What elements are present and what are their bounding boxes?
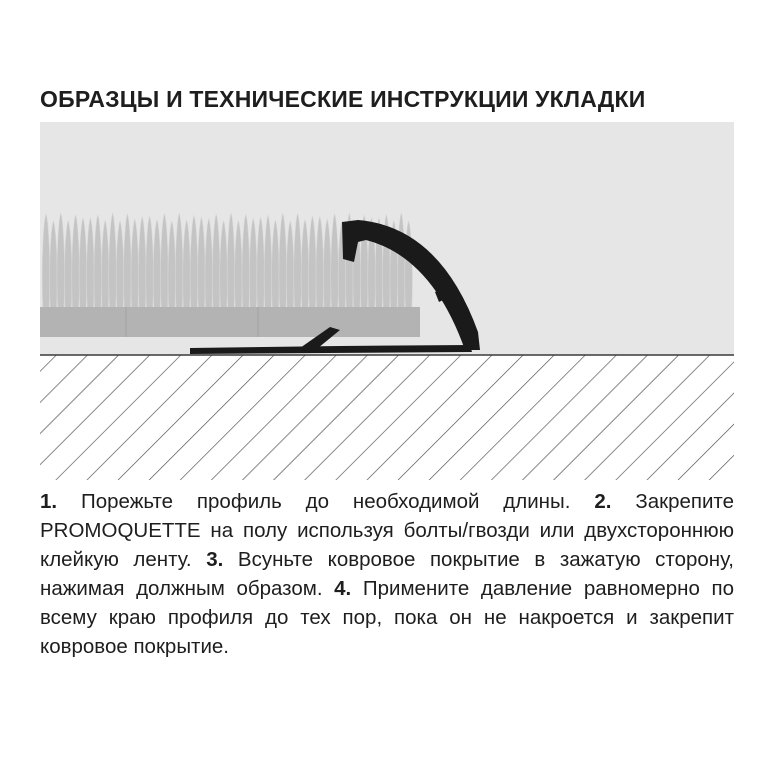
step-1-text: Порежьте профиль до необходимой длины. (57, 490, 595, 513)
carpet-base (40, 307, 420, 337)
step-1-number: 1. (40, 490, 58, 513)
step-2-text: Закрепите PROMOQUETTE на полу используя болты/гвозди или двухстороннюю клейкую ленту. (40, 490, 734, 571)
installation-diagram (40, 122, 734, 480)
step-3-number: 3. (206, 548, 224, 571)
step-2-number: 2. (594, 490, 612, 513)
step-3-text: Всуньте ковровое покрытие в зажатую сторону, нажимая должным образом. (40, 548, 734, 600)
page-title: ОБРАЗЦЫ И ТЕХНИЧЕСКИЕ ИНСТРУКЦИИ УКЛАДКИ (40, 86, 646, 112)
floor-hatch (40, 355, 734, 480)
installation-instructions (40, 487, 734, 661)
step-4-number: 4. (334, 577, 352, 600)
step-4-text: Примените давление равномерно по всему краю профиля до тех пор, пока он не накроется и закрепит ковровое покрытие. (40, 577, 734, 658)
